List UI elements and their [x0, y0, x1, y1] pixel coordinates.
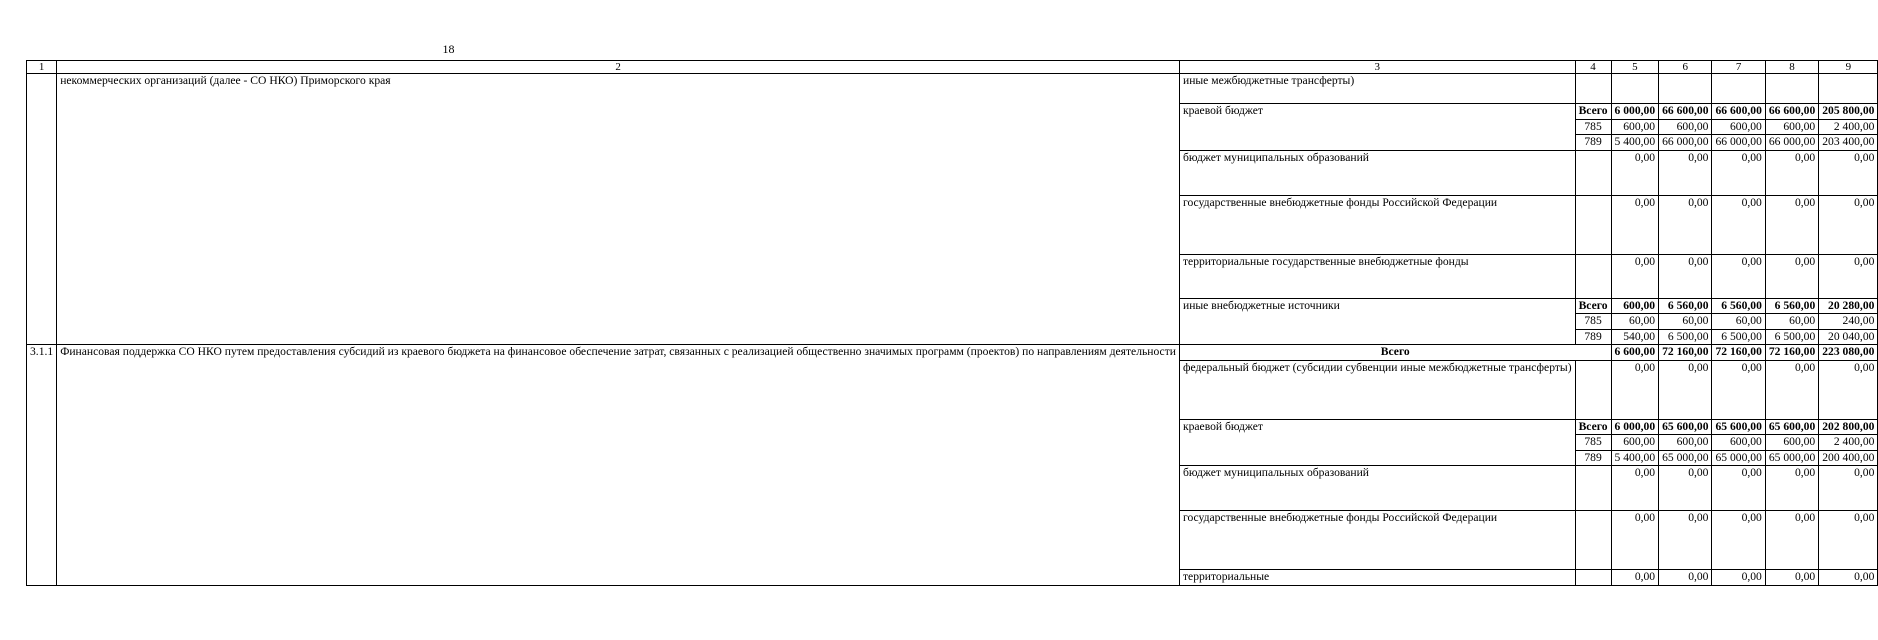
value-cell: 202 800,00 — [1819, 419, 1878, 435]
value-cell: 0,00 — [1611, 466, 1659, 511]
value-cell: 600,00 — [1659, 119, 1712, 135]
page-number: 18 — [442, 42, 455, 56]
value-cell: 0,00 — [1712, 360, 1765, 419]
value-cell: 0,00 — [1765, 570, 1818, 586]
value-cell: 60,00 — [1712, 314, 1765, 330]
value-cell: 0,00 — [1659, 150, 1712, 195]
funding-source-cell: федеральный бюджет (субсидии субвенции иные межбюджетные трансферты) — [1179, 360, 1575, 419]
value-cell: 600,00 — [1712, 435, 1765, 451]
value-cell: 66 600,00 — [1712, 104, 1765, 120]
column-header: 1 — [27, 61, 57, 74]
value-cell: 200 400,00 — [1819, 450, 1878, 466]
table-row — [27, 74, 1878, 104]
value-cell: 0,00 — [1765, 360, 1818, 419]
value-cell: 600,00 — [1712, 119, 1765, 135]
value-cell: 72 160,00 — [1765, 345, 1818, 361]
table-row — [27, 345, 1878, 361]
funding-source-cell: краевой бюджет — [1179, 104, 1575, 151]
value-cell: 0,00 — [1819, 150, 1878, 195]
value-cell: 600,00 — [1611, 119, 1659, 135]
value-cell: 0,00 — [1819, 466, 1878, 511]
code-cell — [1575, 511, 1611, 570]
value-cell: 0,00 — [1659, 466, 1712, 511]
value-cell: 6 560,00 — [1712, 298, 1765, 314]
funding-source-cell: территориальные — [1179, 570, 1575, 586]
total-label-cell: Всего — [1179, 345, 1611, 361]
value-cell: 0,00 — [1765, 150, 1818, 195]
value-cell: 66 000,00 — [1765, 135, 1818, 151]
value-cell: 0,00 — [1611, 195, 1659, 254]
value-cell: 0,00 — [1659, 254, 1712, 298]
value-cell: 5 400,00 — [1611, 135, 1659, 151]
value-cell: 540,00 — [1611, 329, 1659, 345]
value-cell: 600,00 — [1765, 119, 1818, 135]
value-cell: 66 000,00 — [1712, 135, 1765, 151]
value-cell: 2 400,00 — [1819, 435, 1878, 451]
value-cell: 6 500,00 — [1712, 329, 1765, 345]
value-cell: 20 040,00 — [1819, 329, 1878, 345]
code-cell: 789 — [1575, 329, 1611, 345]
value-cell: 0,00 — [1765, 466, 1818, 511]
value-cell: 65 000,00 — [1659, 450, 1712, 466]
value-cell: 0,00 — [1819, 570, 1878, 586]
column-header: 3 — [1179, 61, 1575, 74]
value-cell: 60,00 — [1611, 314, 1659, 330]
value-cell: 0,00 — [1765, 254, 1818, 298]
value-cell: 0,00 — [1819, 195, 1878, 254]
value-cell: 0,00 — [1659, 511, 1712, 570]
value-cell: 65 600,00 — [1712, 419, 1765, 435]
value-cell: 6 000,00 — [1611, 104, 1659, 120]
value-cell: 0,00 — [1659, 570, 1712, 586]
funding-source-cell: территориальные государственные внебюджетные фонды — [1179, 254, 1575, 298]
value-cell: 0,00 — [1659, 195, 1712, 254]
value-cell: 6 560,00 — [1659, 298, 1712, 314]
column-header: 6 — [1659, 61, 1712, 74]
code-cell — [1575, 570, 1611, 586]
row-number-cell: 3.1.1 — [27, 345, 57, 586]
value-cell: 72 160,00 — [1659, 345, 1712, 361]
code-cell — [1575, 360, 1611, 419]
value-cell — [1819, 74, 1878, 104]
value-cell: 205 800,00 — [1819, 104, 1878, 120]
budget-table — [26, 60, 1878, 586]
funding-source-cell: иные межбюджетные трансферты) — [1179, 74, 1575, 104]
value-cell: 60,00 — [1659, 314, 1712, 330]
code-cell: Всего — [1575, 104, 1611, 120]
value-cell: 65 000,00 — [1712, 450, 1765, 466]
value-cell: 0,00 — [1611, 150, 1659, 195]
value-cell: 0,00 — [1659, 360, 1712, 419]
code-cell: Всего — [1575, 419, 1611, 435]
value-cell: 0,00 — [1819, 254, 1878, 298]
value-cell: 66 000,00 — [1659, 135, 1712, 151]
code-cell — [1575, 195, 1611, 254]
value-cell: 203 400,00 — [1819, 135, 1878, 151]
value-cell: 66 600,00 — [1659, 104, 1712, 120]
code-cell: 789 — [1575, 450, 1611, 466]
code-cell — [1575, 74, 1611, 104]
value-cell: 2 400,00 — [1819, 119, 1878, 135]
code-cell: 785 — [1575, 435, 1611, 451]
value-cell: 0,00 — [1611, 254, 1659, 298]
header-row — [27, 61, 1878, 74]
funding-source-cell: бюджет муниципальных образований — [1179, 466, 1575, 511]
column-header: 2 — [57, 61, 1180, 74]
value-cell: 0,00 — [1819, 360, 1878, 419]
row-number-cell — [27, 74, 57, 345]
value-cell: 6 500,00 — [1765, 329, 1818, 345]
value-cell: 65 600,00 — [1765, 419, 1818, 435]
value-cell — [1611, 74, 1659, 104]
value-cell: 65 000,00 — [1765, 450, 1818, 466]
value-cell: 0,00 — [1611, 360, 1659, 419]
activity-name-cell: некоммерческих организаций (далее - СО НКО) Приморского края — [57, 74, 1180, 345]
value-cell: 60,00 — [1765, 314, 1818, 330]
code-cell — [1575, 466, 1611, 511]
value-cell: 20 280,00 — [1819, 298, 1878, 314]
value-cell: 600,00 — [1765, 435, 1818, 451]
funding-source-cell: иные внебюджетные источники — [1179, 298, 1575, 345]
value-cell: 0,00 — [1712, 466, 1765, 511]
value-cell: 5 400,00 — [1611, 450, 1659, 466]
column-header: 9 — [1819, 61, 1878, 74]
column-header: 7 — [1712, 61, 1765, 74]
value-cell: 0,00 — [1712, 254, 1765, 298]
code-cell: 785 — [1575, 314, 1611, 330]
value-cell: 223 080,00 — [1819, 345, 1878, 361]
value-cell: 0,00 — [1611, 511, 1659, 570]
value-cell: 0,00 — [1611, 570, 1659, 586]
value-cell: 0,00 — [1819, 511, 1878, 570]
code-cell: 785 — [1575, 119, 1611, 135]
code-cell: 789 — [1575, 135, 1611, 151]
funding-source-cell: государственные внебюджетные фонды Российской Федерации — [1179, 195, 1575, 254]
value-cell: 600,00 — [1611, 298, 1659, 314]
value-cell: 6 600,00 — [1611, 345, 1659, 361]
funding-source-cell: бюджет муниципальных образований — [1179, 150, 1575, 195]
value-cell: 600,00 — [1611, 435, 1659, 451]
activity-name-cell: Финансовая поддержка СО НКО путем предоставления субсидий из краевого бюджета на финансовое обеспечение затрат, связанных с реализацией общественно значимых программ (проектов) по направлениям деятельности — [57, 345, 1180, 586]
value-cell: 6 560,00 — [1765, 298, 1818, 314]
value-cell — [1712, 74, 1765, 104]
value-cell: 0,00 — [1712, 150, 1765, 195]
funding-source-cell: государственные внебюджетные фонды Российской Федерации — [1179, 511, 1575, 570]
column-header: 4 — [1575, 61, 1611, 74]
value-cell — [1765, 74, 1818, 104]
column-header: 5 — [1611, 61, 1659, 74]
value-cell: 0,00 — [1712, 195, 1765, 254]
value-cell — [1659, 74, 1712, 104]
value-cell: 6 500,00 — [1659, 329, 1712, 345]
code-cell — [1575, 150, 1611, 195]
funding-source-cell: краевой бюджет — [1179, 419, 1575, 466]
value-cell: 0,00 — [1712, 511, 1765, 570]
value-cell: 600,00 — [1659, 435, 1712, 451]
value-cell: 240,00 — [1819, 314, 1878, 330]
value-cell: 72 160,00 — [1712, 345, 1765, 361]
value-cell: 0,00 — [1712, 570, 1765, 586]
column-header: 8 — [1765, 61, 1818, 74]
value-cell: 0,00 — [1765, 511, 1818, 570]
code-cell: Всего — [1575, 298, 1611, 314]
value-cell: 66 600,00 — [1765, 104, 1818, 120]
value-cell: 65 600,00 — [1659, 419, 1712, 435]
value-cell: 0,00 — [1765, 195, 1818, 254]
code-cell — [1575, 254, 1611, 298]
value-cell: 6 000,00 — [1611, 419, 1659, 435]
